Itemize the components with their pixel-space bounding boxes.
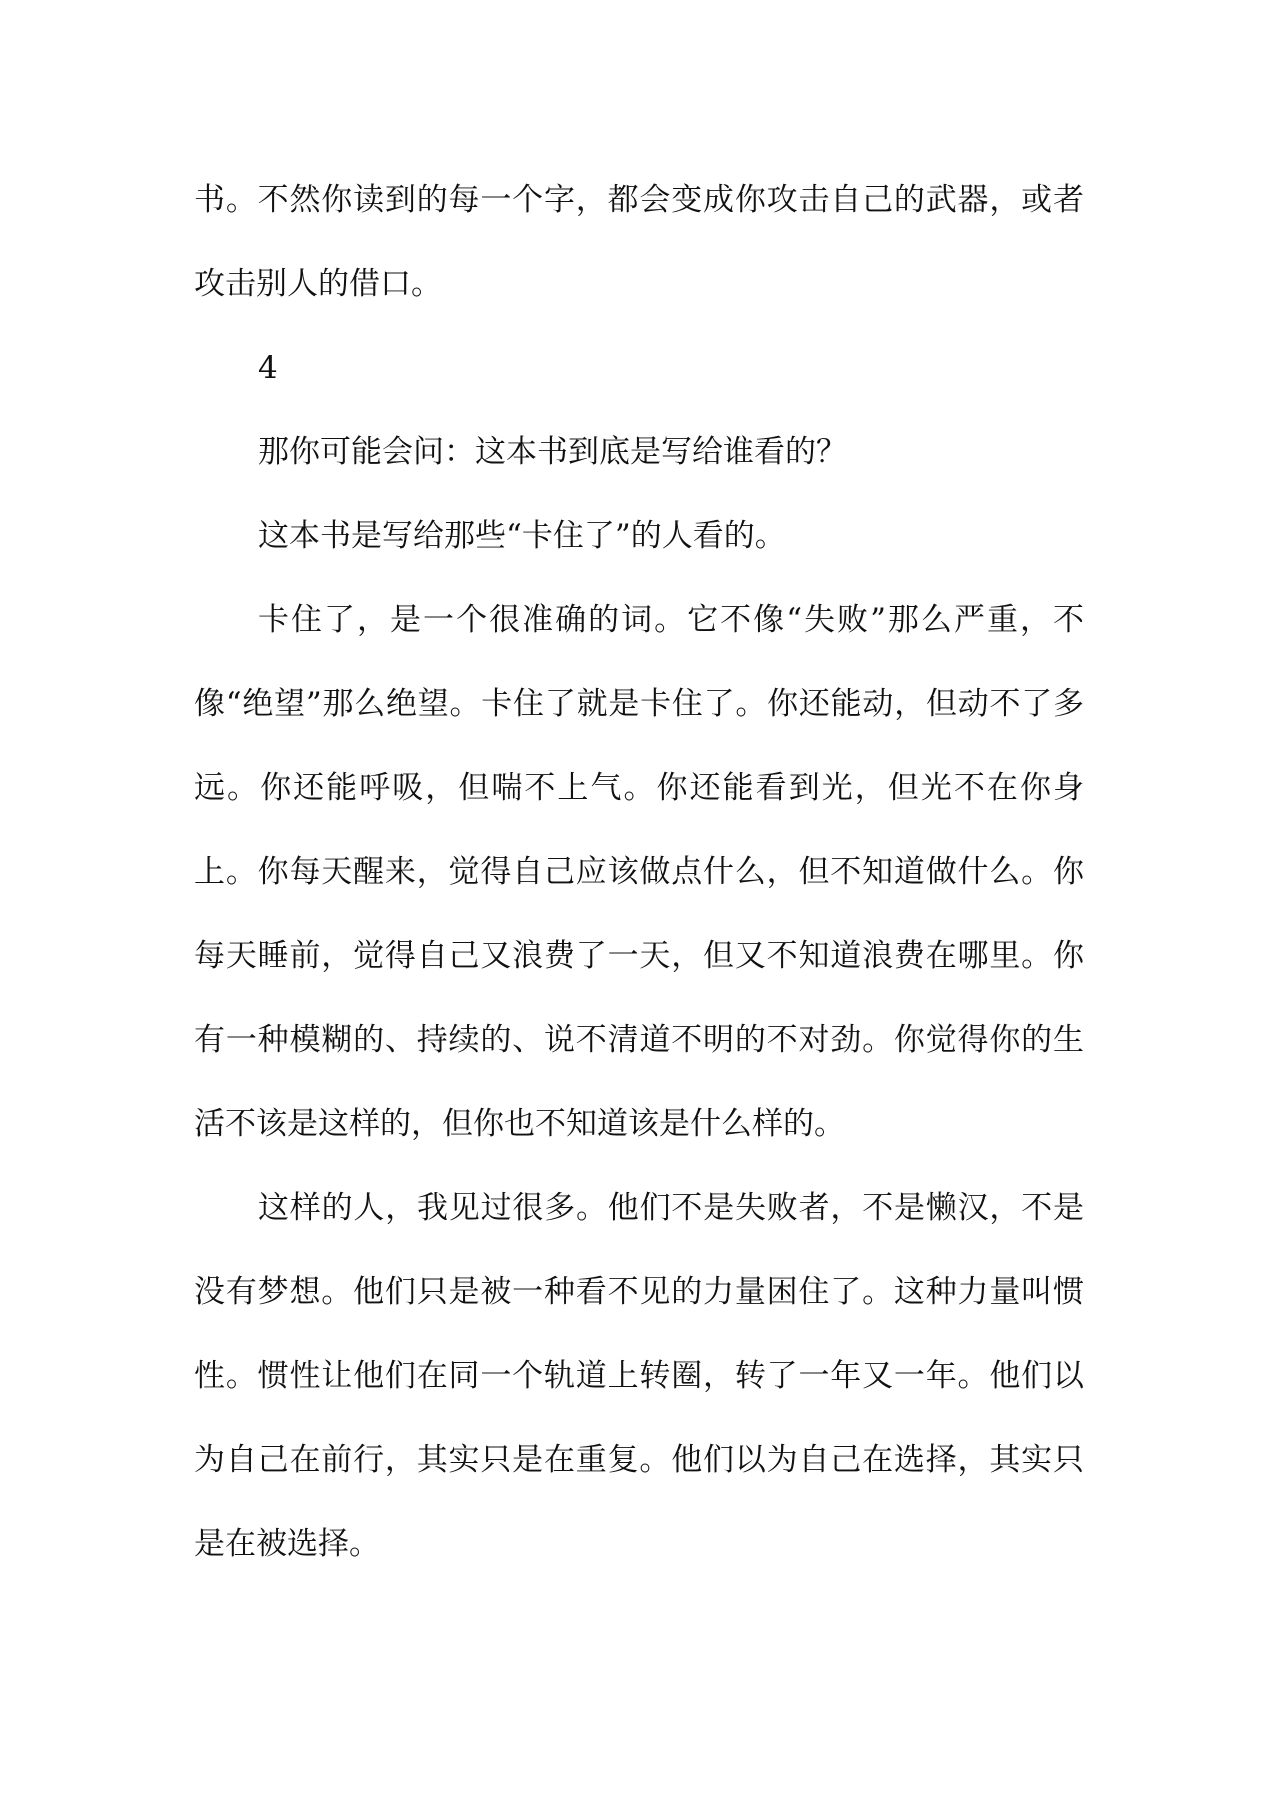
paragraph-stuck-description: 卡住了，是一个很准确的词。它不像“失败”那么严重，不像“绝望”那么绝望。卡住了就是卡住了。你还能动，但动不了多远。你还能呼吸，但喘不上气。你还能看到光，但光不在你身上。你每天醒来，觉得自己应该做点什么，但不知道做什么。你每天睡前，觉得自己又浪费了一天，但又不知道浪费在哪里。你有一种模糊的、持续的、说不清道不明的不对劲。你觉得你的生活不该是这样的，但你也不知道该是什么样的。 bbox=[194, 602, 1084, 1142]
paragraph-inertia: 这样的人，我见过很多。他们不是失败者，不是懒汉，不是没有梦想。他们只是被一种看不见的力量困住了。这种力量叫惯性。惯性让他们在同一个轨道上转圈，转了一年又一年。他们以为自己在前行，其实只是在重复。他们以为自己在选择，其实只是在被选择。 bbox=[194, 1190, 1084, 1562]
paragraph-answer: 这本书是写给那些“卡住了”的人看的。 bbox=[258, 518, 786, 554]
section-number: 4 bbox=[258, 350, 278, 386]
body-text bbox=[194, 158, 1084, 1586]
paragraph-continuation: 书。不然你读到的每一个字，都会变成你攻击自己的武器，或者攻击别人的借口。 bbox=[194, 182, 1084, 302]
paragraph-question: 那你可能会问：这本书到底是写给谁看的？ bbox=[258, 434, 847, 470]
